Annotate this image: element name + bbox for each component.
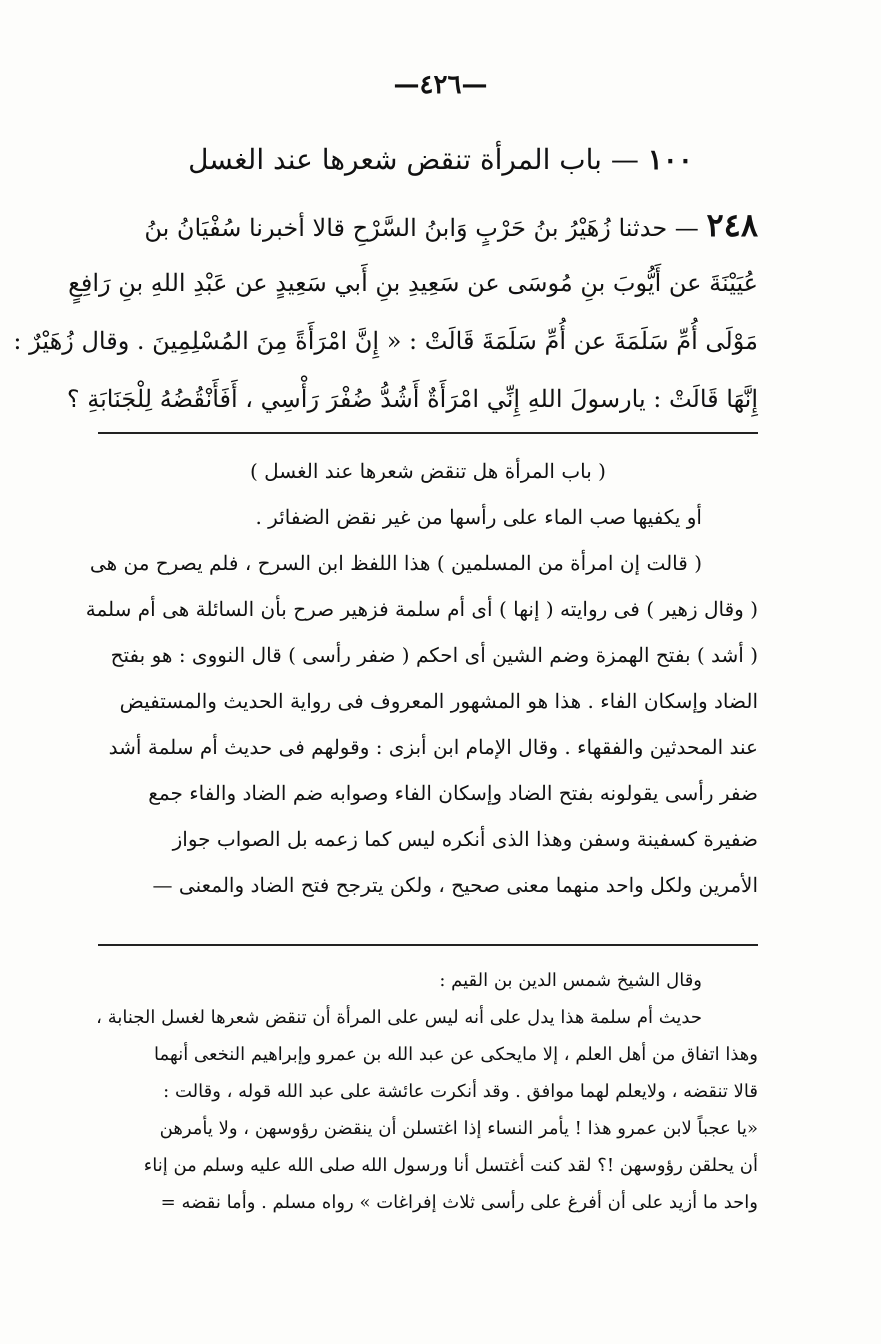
commentary-line: ( قالت إن امرأة من المسلمين ) هذا اللفظ ابن السرح ، فلم يصرح من هى <box>89 551 702 575</box>
section-divider <box>98 432 758 434</box>
chapter-title-text: — باب المرأة تنقض شعرها عند الغسل <box>188 143 639 176</box>
commentary-subheading: أو يكفيها صب الماء على رأسها من غير نقض الضفائر . <box>255 505 702 529</box>
hadith-line <box>98 196 758 254</box>
commentary-line: ( وقال زهير ) فى روايته ( إنها ) أى أم سلمة فزهير صرح بأن السائلة هى أم سلمة <box>85 597 758 621</box>
commentary-heading: ( باب المرأة هل تنقض شعرها عند الغسل ) <box>250 459 606 483</box>
hadith-line: إِنَّهَا قَالَتْ : يارسولَ اللهِ إِنِّي امْرَأَةٌ أَشُدُّ ضُفْرَ رَأْسِي ، أَفَأَنْقُضُهُ لِلْجَنَابَةِ ؟ <box>66 385 758 413</box>
hadith-line-text: — حدثنا زُهَيْرُ بنُ حَرْبٍ وَابنُ السَّرْحِ قالا أخبرنا سُفْيَانُ بنُ <box>144 214 699 242</box>
commentary-line: الضاد وإسكان الفاء . هذا هو المشهور المعروف فى رواية الحديث والمستفيض <box>119 689 758 713</box>
footnote-line: حديث أم سلمة هذا يدل على أنه ليس على المرأة أن تنقض شعرها لغسل الجنابة ، <box>96 1007 702 1028</box>
footnote-line: وهذا اتفاق من أهل العلم ، إلا مايحكى عن عبد الله بن عمرو وإبراهيم النخعى أنهما <box>154 1044 758 1065</box>
hadith-line: مَوْلَى أُمِّ سَلَمَةَ عن أُمِّ سَلَمَةَ قَالَتْ : « إِنَّ امْرَأَةً مِنَ المُسْلِمِينَ . وقال زُهَيْرٌ : <box>13 327 758 355</box>
commentary-line: ضفيرة كسفينة وسفن وهذا الذى أنكره ليس كما زعمه بل الصواب جواز <box>172 827 758 851</box>
hadith-text <box>13 196 758 428</box>
hadith-number: ٢٤٨ <box>706 206 758 244</box>
footnote-line: قالا تنقضه ، ولايعلم لهما موافق . وقد أنكرت عائشة على عبد الله قوله ، وقالت : <box>163 1081 758 1102</box>
commentary-line: ضفر رأسى يقولونه بفتح الضاد وإسكان الفاء وصوابه ضم الضاد والفاء جمع <box>148 781 758 805</box>
commentary-line: ( أشد ) بفتح الهمزة وضم الشين أى احكم ( ضفر رأسى ) قال النووى : هو بفتح <box>110 643 758 667</box>
commentary-line: الأمرين ولكل واحد منهما معنى صحيح ، ولكن يترجح فتح الضاد والمعنى — <box>152 873 758 897</box>
page-number: —٤٢٦— <box>393 70 488 100</box>
chapter-title <box>0 140 881 180</box>
footnote-divider <box>98 944 758 946</box>
footnote-line: واحد ما أزيد على أن أفرغ على رأسى ثلاث إفراغات » رواه مسلم . وأما نقضه = <box>160 1192 758 1213</box>
footnote-heading: وقال الشيخ شمس الدين بن القيم : <box>439 970 702 991</box>
commentary <box>85 448 758 908</box>
chapter-number: ١٠٠ <box>647 143 693 176</box>
footnote-line: أن يحلقن رؤوسهن !؟ لقد كنت أغتسل أنا ورسول الله صلى الله عليه وسلم من إناء <box>143 1155 758 1176</box>
footnote-line: «يا عجباً لابن عمرو هذا ! يأمر النساء إذا اغتسلن أن ينقضن رؤوسهن ، ولا يأمرهن <box>159 1118 758 1139</box>
hadith-line: عُيَيْنَةَ عن أَيُّوبَ بنِ مُوسَى عن سَعِيدِ بنِ أَبي سَعِيدٍ عن عَبْدِ اللهِ بنِ رَافِعٍ <box>68 269 758 297</box>
footnote <box>98 962 758 1221</box>
commentary-line: عند المحدثين والفقهاء . وقال الإمام ابن أبزى : وقولهم فى حديث أم سلمة أشد <box>108 735 758 759</box>
